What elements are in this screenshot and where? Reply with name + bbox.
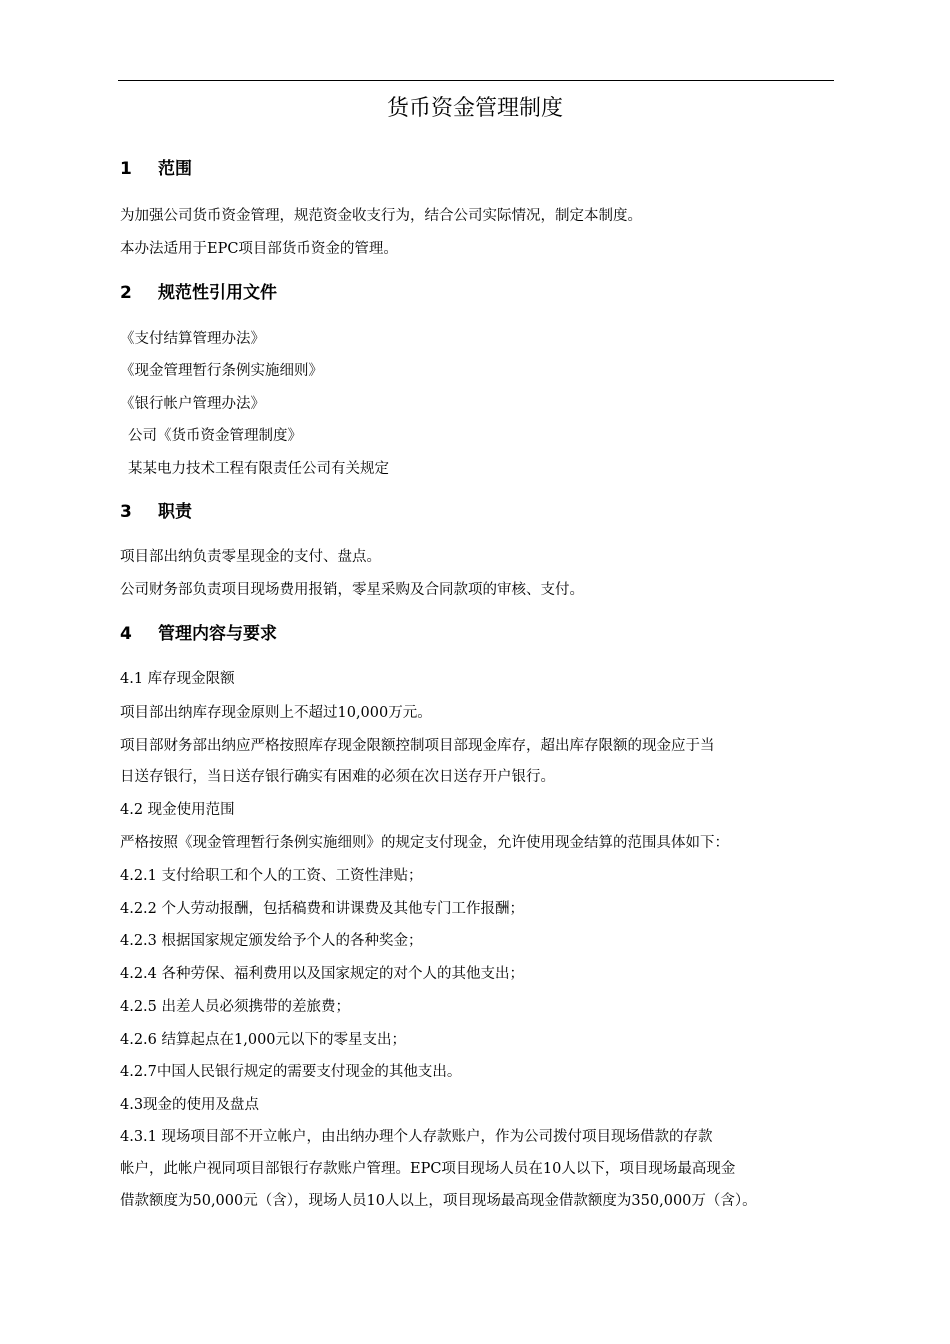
- list-item: 4.2.7中国人民银行规定的需要支付现金的其他支出。: [120, 1064, 462, 1080]
- section-title: 规范性引用文件: [158, 283, 277, 303]
- section-title: 范围: [158, 159, 192, 179]
- paragraph: 严格按照《现金管理暂行条例实施细则》的规定支付现金，允许使用现金结算的范围具体如下：: [120, 835, 729, 851]
- section-3-heading: [120, 500, 192, 524]
- section-1-heading: [120, 157, 192, 181]
- list-item: 4.2.6 结算起点在1,000元以下的零星支出；: [120, 1032, 407, 1048]
- paragraph: 日送存银行，当日送存银行确实有困难的必须在次日送存开户银行。: [120, 769, 555, 785]
- paragraph: 4.3.1 现场项目部不开立帐户，由出纳办理个人存款账户，作为公司拨付项目现场借款的存款: [120, 1129, 713, 1145]
- paragraph: 帐户，此帐户视同项目部银行存款账户管理。EPC项目现场人员在10人以下，项目现场最高现金: [120, 1161, 736, 1177]
- list-item: 4.2.1 支付给职工和个人的工资、工资性津贴；: [120, 868, 423, 884]
- section-number: 2: [120, 283, 132, 303]
- reference-item: 《银行帐户管理办法》: [120, 396, 265, 412]
- document-title: 货币资金管理制度: [386, 96, 563, 121]
- subsection-heading: 4.2 现金使用范围: [120, 802, 235, 818]
- header-rule: [118, 80, 834, 81]
- list-item: 4.2.2 个人劳动报酬，包括稿费和讲课费及其他专门工作报酬；: [120, 901, 525, 917]
- paragraph: 项目部财务部出纳应严格按照库存现金限额控制项目部现金库存，超出库存限额的现金应于当: [120, 738, 715, 754]
- section-number: 4: [120, 624, 132, 644]
- reference-item: 《现金管理暂行条例实施细则》: [120, 363, 323, 379]
- list-item: 4.2.4 各种劳保、福利费用以及国家规定的对个人的其他支出；: [120, 966, 525, 982]
- paragraph: 项目部出纳库存现金原则上不超过10,000万元。: [120, 705, 432, 721]
- paragraph: 公司财务部负责项目现场费用报销，零星采购及合同款项的审核、支付。: [120, 582, 584, 598]
- reference-item: 《支付结算管理办法》: [120, 331, 265, 347]
- paragraph: 借款额度为50,000元（含），现场人员10人以上，项目现场最高现金借款额度为350,000万（含）。: [120, 1193, 757, 1209]
- subsection-heading: 4.1 库存现金限额: [120, 671, 235, 687]
- section-number: 3: [120, 502, 132, 522]
- section-number: 1: [120, 159, 132, 179]
- reference-item: 某某电力技术工程有限责任公司有关规定: [128, 461, 389, 477]
- list-item: 4.2.3 根据国家规定颁发给予个人的各种奖金；: [120, 933, 423, 949]
- paragraph: 为加强公司货币资金管理，规范资金收支行为，结合公司实际情况，制定本制度。: [120, 208, 642, 224]
- reference-item: 公司《货币资金管理制度》: [128, 428, 302, 444]
- section-title: 职责: [158, 502, 192, 522]
- subsection-heading: 4.3现金的使用及盘点: [120, 1097, 260, 1113]
- section-title: 管理内容与要求: [158, 624, 277, 644]
- paragraph: 项目部出纳负责零星现金的支付、盘点。: [120, 549, 381, 565]
- section-4-heading: [120, 622, 277, 646]
- list-item: 4.2.5 出差人员必须携带的差旅费；: [120, 999, 351, 1015]
- section-2-heading: [120, 281, 277, 305]
- paragraph: 本办法适用于EPC项目部货币资金的管理。: [120, 241, 398, 257]
